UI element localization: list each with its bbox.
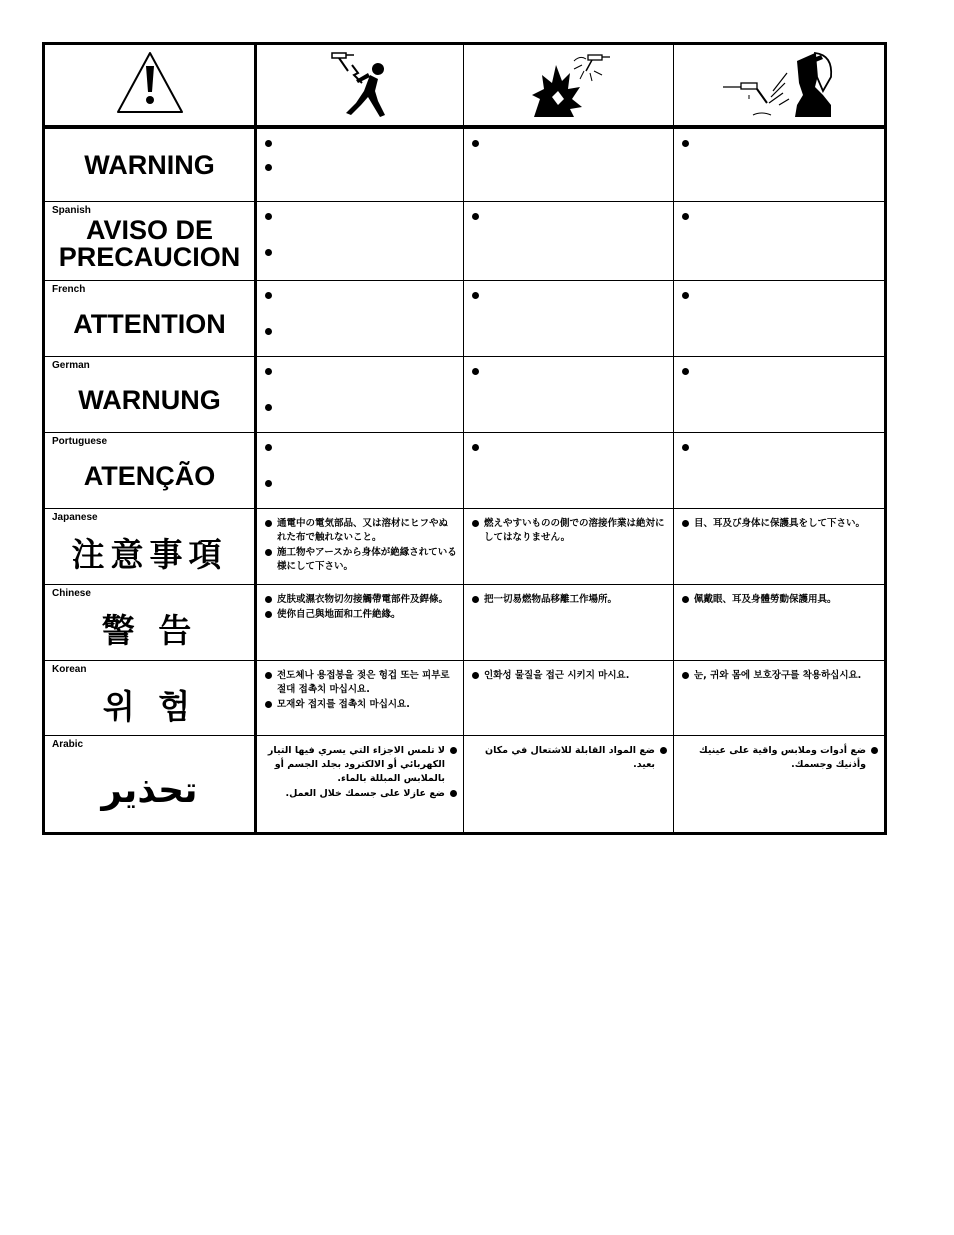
instruction-text: 전도체나 용접봉을 젖은 헝겁 또는 피부로 절대 접촉치 마십시요. <box>277 670 450 695</box>
hazard-instruction-cell <box>674 281 886 357</box>
bullet-dot <box>265 213 272 220</box>
hazard-instruction-cell <box>464 127 674 202</box>
warning-row <box>44 585 886 661</box>
bullet-dot <box>265 140 272 147</box>
instruction-bullet <box>682 441 878 451</box>
bullet-dot <box>265 672 272 679</box>
shock-icon-cell <box>256 44 464 128</box>
fire-icon-cell <box>464 44 674 128</box>
language-heading-cell <box>44 585 256 661</box>
language-label: German <box>52 360 90 371</box>
bullet-dot <box>682 520 689 527</box>
instruction-text: ضع عازلا على جسمك خلال العمل. <box>285 788 445 799</box>
instruction-bullet <box>265 365 457 375</box>
instruction-bullet <box>265 137 457 147</box>
language-heading-cell <box>44 202 256 281</box>
bullet-dot <box>265 520 272 527</box>
hazard-instruction-cell <box>674 509 886 585</box>
instruction-bullet <box>472 441 667 451</box>
hazard-instruction-cell <box>674 661 886 736</box>
hazard-instruction-cell <box>256 281 464 357</box>
language-heading-cell <box>44 509 256 585</box>
bullet-dot <box>265 292 272 299</box>
hazard-instruction-cell <box>464 433 674 509</box>
bullet-dot <box>265 404 272 411</box>
warning-row <box>44 433 886 509</box>
warning-row <box>44 661 886 736</box>
bullet-dot <box>472 213 479 220</box>
multilingual-warning-table <box>42 42 887 835</box>
instruction-bullet <box>682 669 878 683</box>
instruction-text: لا تلمس الاجزاء التي يسري فيها التيار الكهربائي أو الالكترود بجلد الجسم أو بالملابس المبللة بالماء. <box>267 745 445 784</box>
instruction-bullet <box>265 608 457 622</box>
bullet-dot <box>265 444 272 451</box>
instruction-bullet <box>265 441 457 451</box>
instruction-bullet <box>265 593 457 607</box>
instruction-text: ضع أدوات وملابس واقية على عينيك وأذنيك وجسمك. <box>698 745 866 770</box>
warning-row <box>44 202 886 281</box>
warning-heading: 注意事項 <box>71 535 228 574</box>
bullet-dot <box>682 213 689 220</box>
instruction-bullet <box>265 546 457 574</box>
hazard-instruction-cell <box>256 736 464 834</box>
bullet-dot <box>265 611 272 618</box>
warning-row <box>44 736 886 834</box>
instruction-bullet <box>472 744 667 772</box>
hazard-instruction-cell <box>674 357 886 433</box>
hazard-instruction-cell <box>464 661 674 736</box>
bullet-dot <box>265 328 272 335</box>
helmet-icon-cell <box>674 44 886 128</box>
hazard-instruction-cell <box>464 357 674 433</box>
icon-row <box>44 44 886 128</box>
language-heading-cell <box>44 736 256 834</box>
warning-heading: تحذير <box>101 769 198 811</box>
electric-shock-icon <box>320 47 400 119</box>
warning-icon-cell <box>44 44 256 128</box>
warning-row <box>44 509 886 585</box>
language-label: Korean <box>52 664 87 675</box>
instruction-bullet <box>472 669 667 683</box>
bullet-dot <box>472 444 479 451</box>
warning-heading: 위 험 <box>102 686 197 726</box>
language-heading-cell <box>44 661 256 736</box>
bullet-dot <box>472 520 479 527</box>
instruction-bullet <box>682 137 878 147</box>
instruction-bullet <box>265 161 457 171</box>
instruction-bullet <box>265 787 457 801</box>
bullet-dot <box>450 790 457 797</box>
instruction-text: 모재와 접지를 접촉치 마십시요. <box>277 699 410 710</box>
language-label: Arabic <box>52 739 84 750</box>
instruction-bullet <box>265 517 457 545</box>
bullet-dot <box>682 672 689 679</box>
language-heading-cell <box>44 127 256 202</box>
language-heading-cell <box>44 433 256 509</box>
hazard-instruction-cell <box>256 433 464 509</box>
language-heading-cell <box>44 357 256 433</box>
instruction-text: 燃えやすいものの側での溶接作業は絶対にしてはなりません。 <box>484 518 665 543</box>
hazard-instruction-cell <box>256 357 464 433</box>
bullet-dot <box>682 368 689 375</box>
instruction-text: 皮肤或濕衣物切勿接觸帶電部件及銲條。 <box>277 594 449 605</box>
language-label: Portuguese <box>52 436 108 447</box>
warning-triangle-icon <box>115 50 185 116</box>
warning-heading: ATENÇÃO <box>83 461 216 491</box>
bullet-dot <box>265 701 272 708</box>
bullet-dot <box>682 140 689 147</box>
instruction-bullet <box>265 744 457 786</box>
hazard-instruction-cell <box>674 433 886 509</box>
instruction-bullet <box>682 365 878 375</box>
bullet-dot <box>265 249 272 256</box>
instruction-bullet <box>265 698 457 712</box>
hazard-instruction-cell <box>674 202 886 281</box>
instruction-bullet <box>472 137 667 147</box>
warning-heading: 警 告 <box>101 611 198 650</box>
bullet-dot <box>450 747 457 754</box>
instruction-text: 把一切易燃物品移離工作場所。 <box>484 594 618 605</box>
warning-heading: AVISO DE PRECAUCION <box>58 215 241 272</box>
bullet-dot <box>265 480 272 487</box>
instruction-bullet <box>682 517 878 531</box>
hazard-instruction-cell <box>464 585 674 661</box>
hazard-instruction-cell <box>464 736 674 834</box>
instruction-bullet <box>682 289 878 299</box>
bullet-dot <box>265 164 272 171</box>
language-label: French <box>52 284 86 295</box>
instruction-text: 使你自己與地面和工件絶緣。 <box>277 609 401 620</box>
instruction-bullet <box>682 744 878 772</box>
hazard-instruction-cell <box>674 127 886 202</box>
instruction-bullet <box>682 210 878 220</box>
hazard-instruction-cell <box>464 202 674 281</box>
language-label: Spanish <box>52 205 91 216</box>
instruction-bullet <box>265 325 457 335</box>
instruction-bullet <box>265 289 457 299</box>
bullet-dot <box>660 747 667 754</box>
hazard-instruction-cell <box>256 202 464 281</box>
bullet-dot <box>682 596 689 603</box>
instruction-bullet <box>682 593 878 607</box>
instruction-text: 눈, 귀와 몸에 보호장구를 착용하십시요. <box>694 670 862 681</box>
instruction-text: ضع المواد القابلة للاشتعال في مكان بعيد. <box>484 745 655 770</box>
hazard-instruction-cell <box>256 127 464 202</box>
bullet-dot <box>265 596 272 603</box>
warning-sheet <box>42 42 884 835</box>
instruction-bullet <box>265 669 457 697</box>
bullet-dot <box>472 292 479 299</box>
instruction-bullet <box>472 517 667 545</box>
warning-heading: WARNING <box>84 149 215 180</box>
warning-heading: ATTENTION <box>73 309 226 339</box>
instruction-text: 인화성 물질을 접근 시키지 마시요. <box>484 670 630 681</box>
bullet-dot <box>871 747 878 754</box>
language-label: Japanese <box>52 512 98 523</box>
instruction-bullet <box>472 593 667 607</box>
instruction-text: 目、耳及び身体に保護具をして下さい。 <box>694 518 866 529</box>
hazard-instruction-cell <box>464 509 674 585</box>
instruction-bullet <box>472 210 667 220</box>
bullet-dot <box>265 549 272 556</box>
welding-helmet-icon <box>719 47 839 119</box>
instruction-text: 佩戴眼、耳及身體勞動保護用具。 <box>694 594 837 605</box>
bullet-dot <box>472 596 479 603</box>
instruction-bullet <box>265 401 457 411</box>
bullet-dot <box>472 672 479 679</box>
warning-heading: WARNUNG <box>78 385 221 415</box>
bullet-dot <box>472 368 479 375</box>
bullet-dot <box>265 368 272 375</box>
fire-explosion-icon <box>524 47 614 119</box>
warning-row <box>44 357 886 433</box>
warning-row <box>44 127 886 202</box>
bullet-dot <box>682 292 689 299</box>
warning-row <box>44 281 886 357</box>
instruction-text: 施工物やアースから身体が絶縁されている様にして下さい。 <box>277 547 457 572</box>
hazard-instruction-cell <box>674 585 886 661</box>
hazard-instruction-cell <box>256 585 464 661</box>
language-label: Chinese <box>52 588 91 599</box>
instruction-bullet <box>265 246 457 256</box>
hazard-instruction-cell <box>256 509 464 585</box>
language-heading-cell <box>44 281 256 357</box>
instruction-bullet <box>265 477 457 487</box>
bullet-dot <box>472 140 479 147</box>
instruction-bullet <box>472 365 667 375</box>
hazard-instruction-cell <box>674 736 886 834</box>
bullet-dot <box>682 444 689 451</box>
hazard-instruction-cell <box>256 661 464 736</box>
hazard-instruction-cell <box>464 281 674 357</box>
instruction-bullet <box>265 210 457 220</box>
instruction-text: 通電中の電気部品、又は溶材にヒフやぬれた布で触れないこと。 <box>277 518 449 543</box>
instruction-bullet <box>472 289 667 299</box>
